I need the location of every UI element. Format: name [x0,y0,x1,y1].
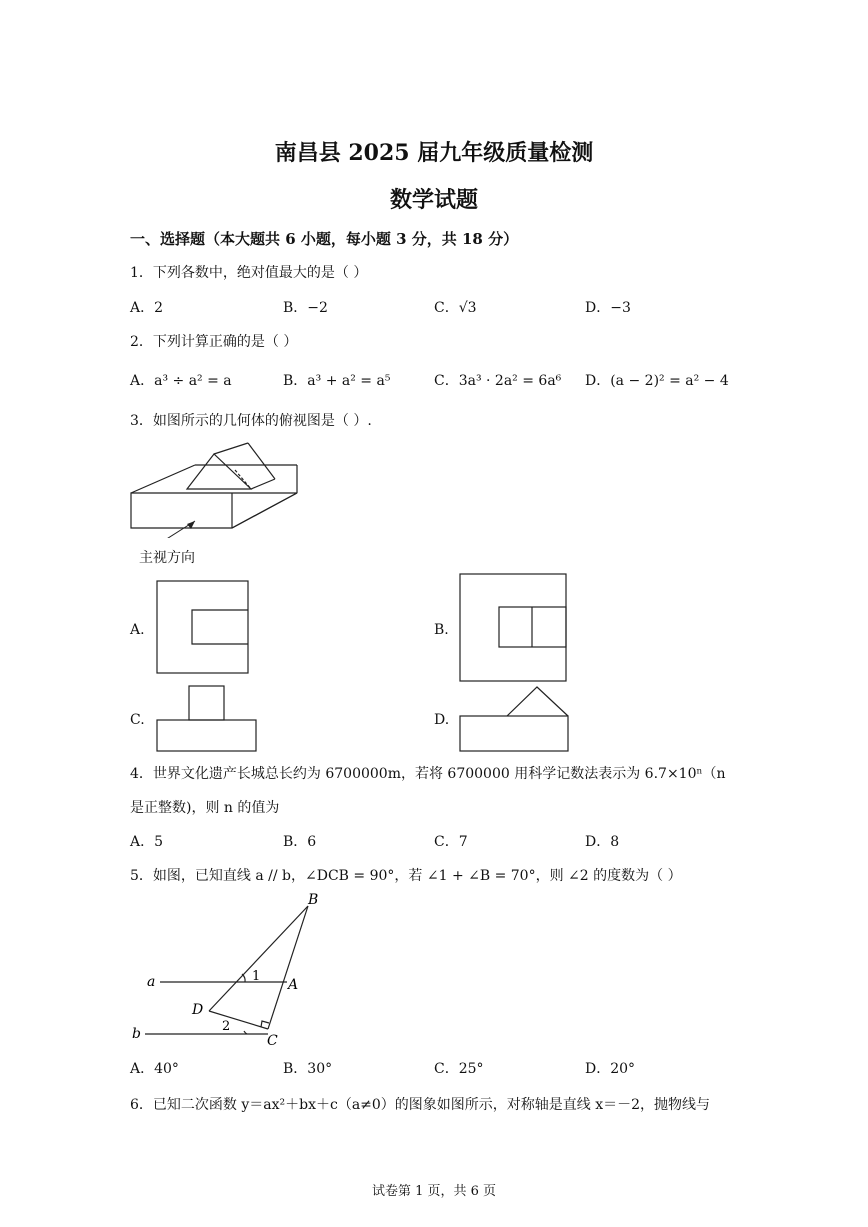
question-1-stem: 1．下列各数中，绝对值最大的是（ ） [130,265,368,281]
q1-option-c: C．√3 [434,300,477,316]
q4-option-c: C．7 [434,834,468,850]
q5-option-b: B．30° [283,1061,333,1077]
q2-option-d: D．(a − 2)² = a² − 4 [585,373,729,389]
q1-option-a: A．2 [130,300,164,316]
q5-label-c-point: C [267,1033,278,1049]
q1-option-b: B．−2 [283,300,328,316]
q4-option-d: D．8 [585,834,620,850]
q3-solid-figure [125,438,305,538]
q3-view-direction-label: 主视方向 [139,550,195,566]
page-subtitle: 数学试题 [389,187,478,213]
q4-option-b: B．6 [283,834,317,850]
page-title: 南昌县 2025 届九年级质量检测 [274,140,594,166]
q5-label-line-a: a [147,974,156,990]
q5-option-c: C．25° [434,1061,484,1077]
q3-option-a: A. [130,622,145,638]
question-3-stem: 3．如图所示的几何体的俯视图是（ ）. [130,413,372,429]
page-footer: 试卷第 1 页，共 6 页 [371,1184,497,1199]
question-6-stem: 6．已知二次函数 y＝ax²＋bx＋c（a≠0）的图象如图所示，对称轴是直线 x＝－2，抛物线与 [130,1097,711,1113]
q5-label-a-point: A [288,977,299,993]
q3-option-a-figure [156,580,251,676]
q5-label-d-point: D [192,1002,204,1018]
q5-geometry-figure [125,890,335,1052]
q3-option-b-figure [459,573,569,683]
question-2-stem: 2．下列计算正确的是（ ） [130,334,298,350]
section-heading: 一、选择题（本大题共 6 小题，每小题 3 分，共 18 分） [130,230,519,248]
q2-option-a: A．a³ ÷ a² = a [130,373,232,389]
q5-label-angle-2: 2 [222,1019,231,1034]
q3-option-d: D. [434,712,450,728]
question-4-stem-line1: 4．世界文化遗产长城总长约为 6700000m，若将 6700000 用科学记数法表示为 6.7×10ⁿ（n [130,766,726,782]
q2-option-b: B．a³ + a² = a⁵ [283,373,391,389]
q5-label-b-point: B [308,892,319,908]
q3-option-c: C. [130,712,145,728]
q2-option-c: C．3a³ · 2a² = 6a⁶ [434,373,562,389]
q3-option-d-figure [459,685,573,755]
q5-option-a: A．40° [130,1061,179,1077]
q5-label-line-b: b [132,1026,141,1042]
question-4-stem-line2: 是正整数)，则 n 的值为 [130,800,280,816]
q3-option-b: B. [434,622,449,638]
q3-option-c-figure [156,685,259,755]
q5-option-d: D．20° [585,1061,636,1077]
q1-option-d: D．−3 [585,300,631,316]
q5-label-angle-1: 1 [252,969,261,984]
q4-option-a: A．5 [130,834,164,850]
question-5-stem: 5．如图，已知直线 a // b，∠DCB = 90°，若 ∠1 + ∠B = 70°，则 ∠2 的度数为（ ） [130,868,682,884]
